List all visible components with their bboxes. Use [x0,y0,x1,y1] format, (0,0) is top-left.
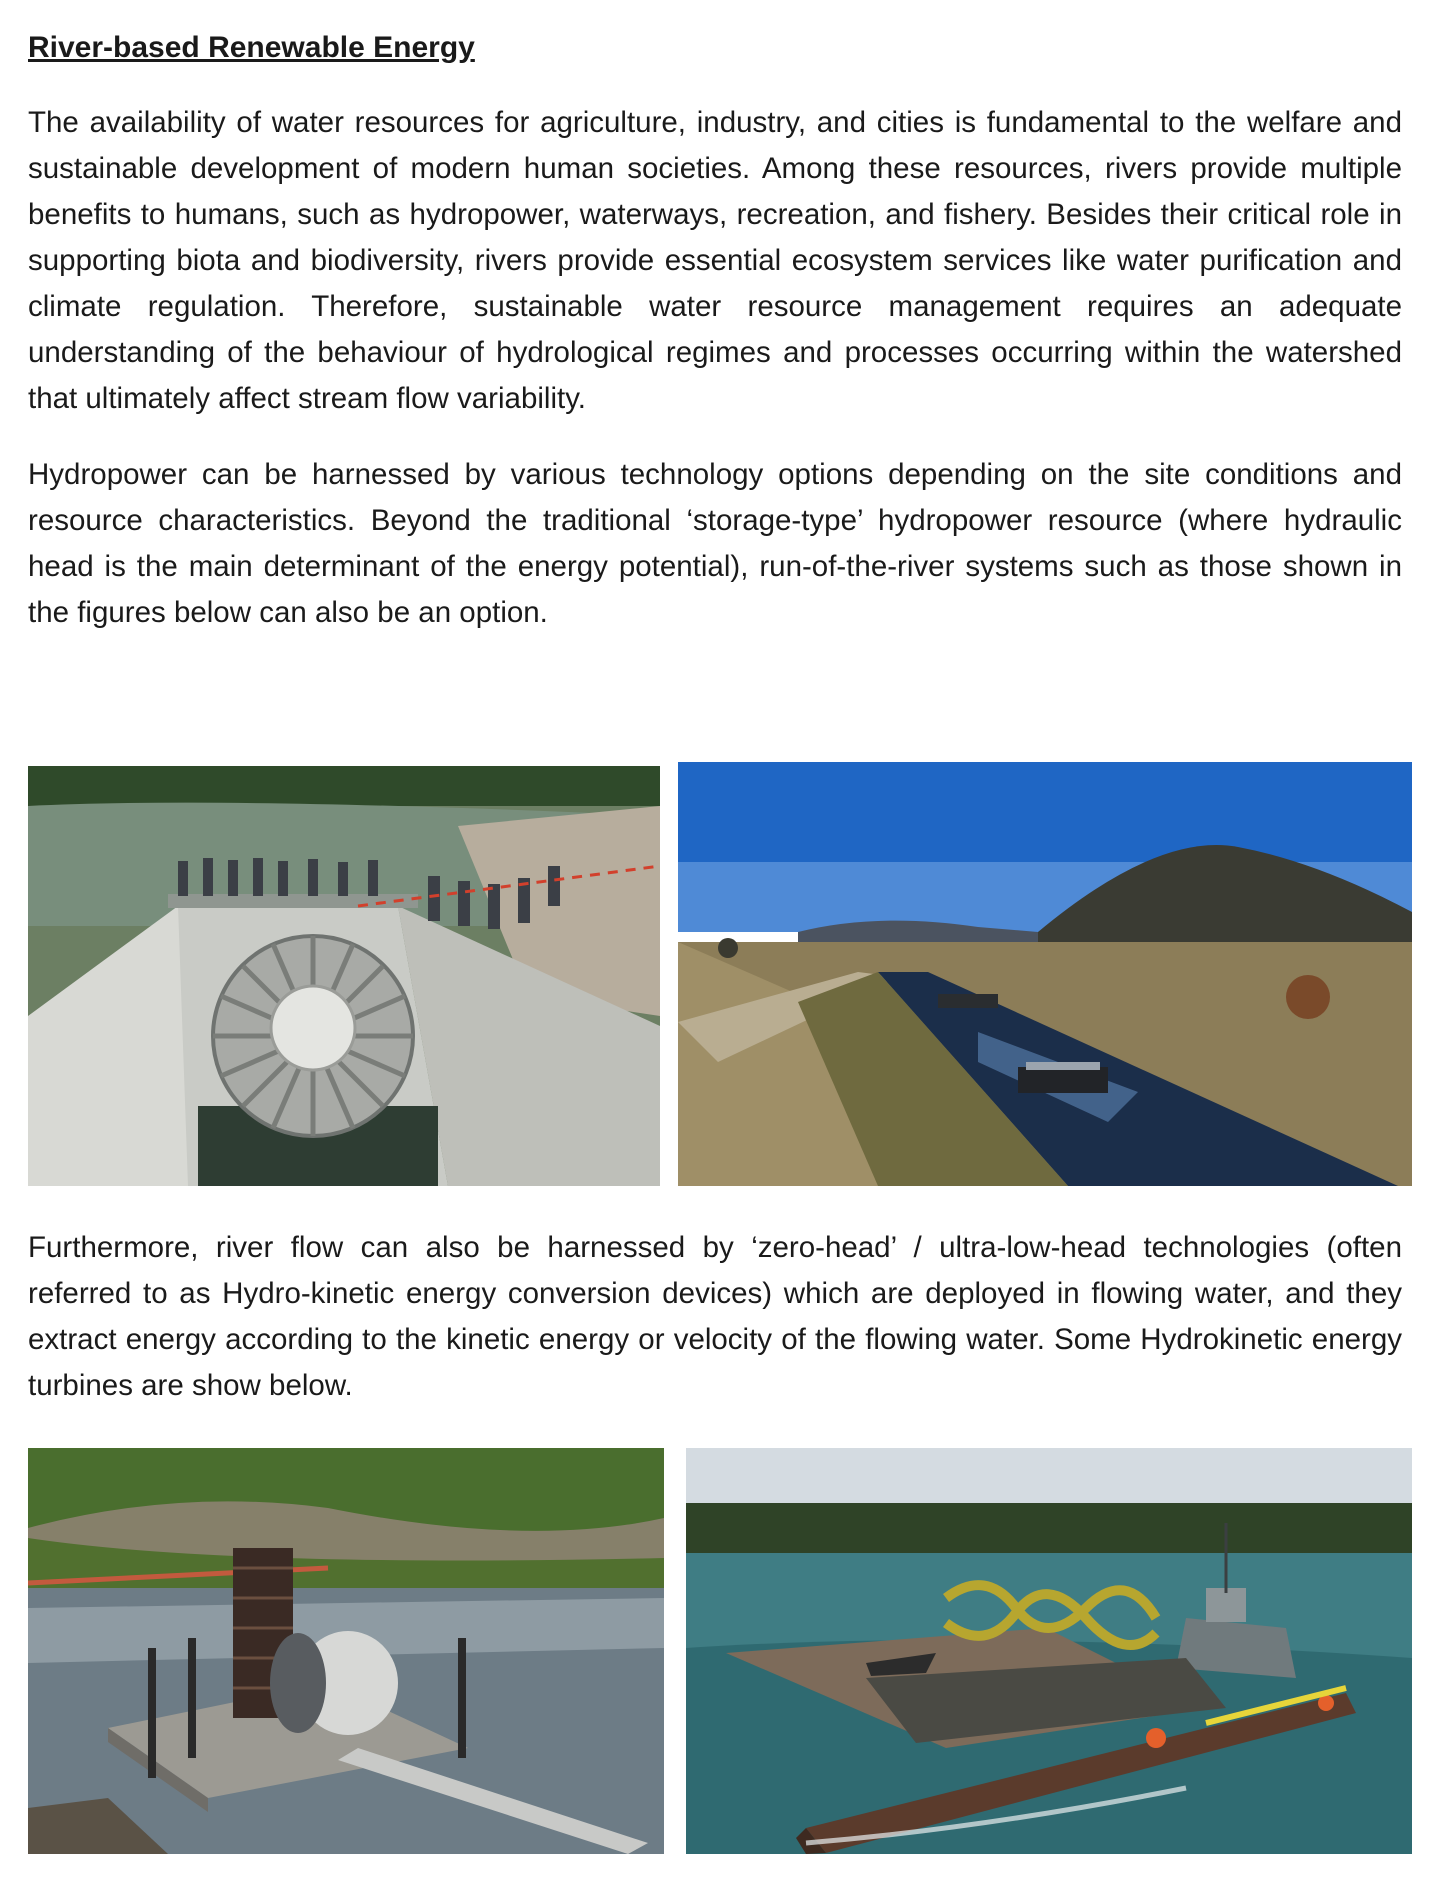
paragraph-hydrokinetic: Furthermore, river flow can also be harnessed by ‘zero-head’ / ultra-low-head technologies (often referred to as Hydro-kinetic energy conversion devices) which are deployed in flowing water, and they extract energy according to the kinetic energy or velocity of the flowing water. Some Hydrokinetic energy turbines are show below. [28,1231,1402,1402]
paragraph-hydropower-options: Hydropower can be harnessed by various technology options depending on the site conditions and resource characteristics. Beyond the traditional ‘storage-type’ hydropower resource (where hydraulic head is the main determinant of the energy potential), run-of-the-river systems such as those shown in the figures below can also be an option. [28,458,1402,629]
paragraph-hydrokinetic-wrapper [28,1225,1402,1409]
photo-run-of-river-turbine-channel [28,766,660,1186]
photo-barge-hydrokinetic-turbine [686,1448,1412,1854]
photo-floating-hydrokinetic-platform [28,1448,664,1854]
paragraph-water-resources: The availability of water resources for agriculture, industry, and cities is fundamental to the welfare and sustainable development of modern human societies. Among these resources, rivers provide multiple benefits to humans, such as hydropower, waterways, recreation, and fishery. Besides their critical role in supporting biota and biodiversity, rivers provide essential ecosystem services like water purification and climate regulation. Therefore, sustainable water resource management requires an adequate understanding of the behaviour of hydrological regimes and processes occurring within the watershed that ultimately affect stream flow variability. [28,106,1402,415]
photo-row-run-of-river [28,762,1412,1186]
photo-canal-hydrokinetic-units [678,762,1412,1186]
document-heading: River-based Renewable Energy [28,31,475,64]
document-page [28,30,1402,636]
photo-row-hydrokinetic [28,1448,1412,1854]
